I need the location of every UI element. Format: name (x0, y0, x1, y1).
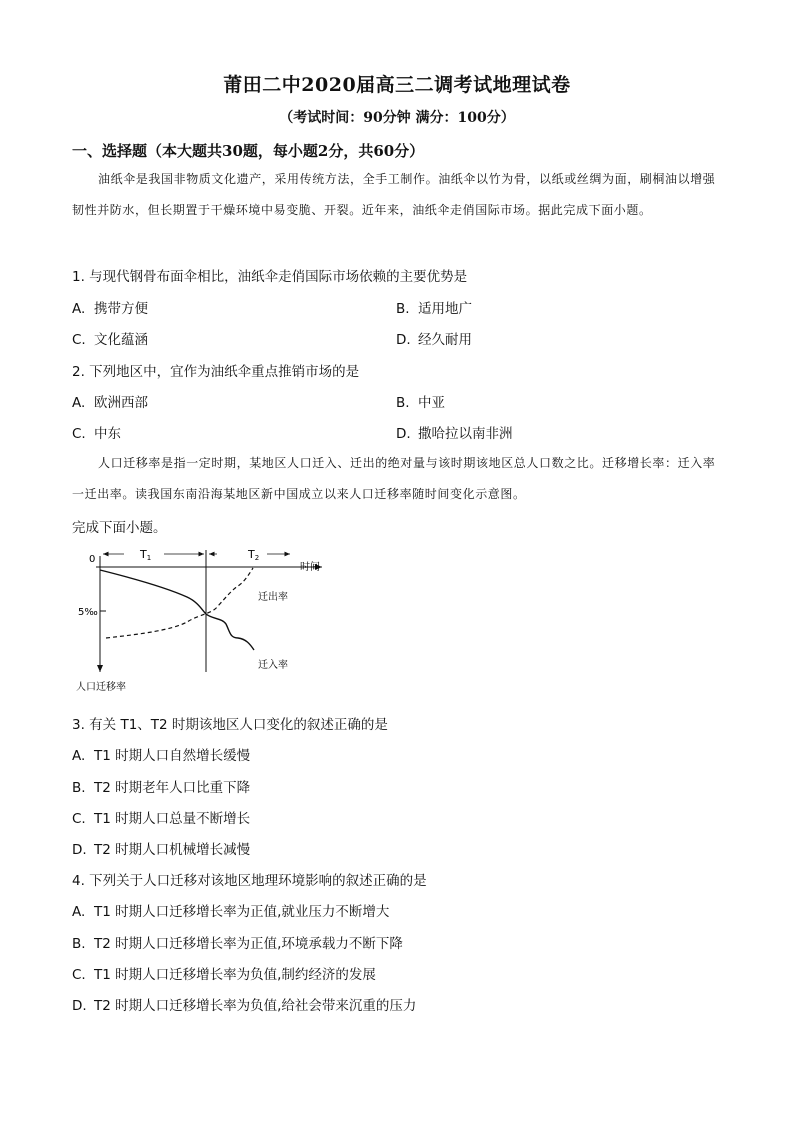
option-text: T1 时期人口迁移增长率为正值,就业压力不断增大 (94, 904, 390, 920)
option-text: 中亚 (418, 395, 445, 411)
question-2-stem: 2. 下列地区中，宜作为油纸伞重点推销市场的是 (72, 364, 360, 380)
time-axis-label: 时间 (300, 562, 320, 573)
passage-migration-rate: 人口迁移率是指一定时期，某地区人口迁入、迁出的绝对量与该时期该地区总人口数之比。迁移增长率：迁入率一迁出率。读我国东南沿海某地区新中国成立以来人口迁移率随时间变化示意图。 (72, 456, 716, 501)
q2-option-c (72, 422, 121, 442)
page-title: 莆田二中2020届高三二调考试地理试卷 (223, 74, 571, 96)
q1-option-d (396, 328, 472, 348)
q4-option-b (72, 932, 403, 952)
question-4-stem: 4. 下列关于人口迁移对该地区地理环境影响的叙述正确的是 (72, 873, 427, 889)
q3-option-c (72, 807, 250, 827)
q3-option-b (72, 776, 250, 796)
t1-letter: T (140, 548, 147, 561)
y-tick-label: 5‰ (78, 607, 98, 618)
option-letter: C. (72, 426, 86, 442)
option-letter: D. (396, 426, 411, 442)
option-letter: A. (72, 301, 86, 317)
option-text: T2 时期老年人口比重下降 (94, 780, 251, 796)
option-letter: C. (72, 811, 86, 827)
passage-instruction: 完成下面小题。 (72, 520, 167, 536)
option-letter: D. (72, 998, 87, 1014)
migration-rate-figure (72, 542, 332, 698)
q4-option-d (72, 994, 416, 1014)
emigration-curve (106, 568, 253, 638)
immigration-label: 迁入率 (258, 660, 288, 671)
option-text: T2 时期人口迁移增长率为负值,给社会带来沉重的压力 (94, 998, 417, 1014)
section-heading: 一、选择题（本大题共30题，每小题2分，共60分） (72, 142, 425, 160)
q4-option-a (72, 900, 389, 920)
q3-option-d (72, 838, 250, 858)
q1-option-b (396, 297, 472, 317)
q2-option-d (396, 422, 513, 442)
option-letter: A. (72, 904, 86, 920)
option-letter: D. (396, 332, 411, 348)
emigration-label: 迁出率 (258, 592, 288, 603)
option-text: 文化蕴涵 (94, 332, 148, 348)
option-letter: A. (72, 395, 86, 411)
option-text: T1 时期人口迁移增长率为负值,制约经济的发展 (94, 967, 376, 983)
t2-label (247, 548, 259, 562)
y-axis-label: 人口迁移率 (76, 682, 126, 693)
question-3-stem: 3. 有关 T1、T2 时期该地区人口变化的叙述正确的是 (72, 717, 388, 733)
t1-label (139, 548, 151, 562)
origin-label: 0 (89, 554, 96, 565)
option-text: 携带方便 (94, 301, 148, 317)
q2-option-a (72, 391, 148, 411)
option-letter: A. (72, 748, 86, 764)
q2-option-b (396, 391, 445, 411)
option-letter: B. (72, 780, 86, 796)
option-letter: B. (396, 395, 410, 411)
option-letter: B. (72, 936, 86, 952)
q1-option-a (72, 297, 148, 317)
option-letter: B. (396, 301, 410, 317)
option-text: T1 时期人口自然增长缓慢 (94, 748, 251, 764)
t1-subscript: 1 (146, 554, 152, 562)
passage-oil-paper-umbrella: 油纸伞是我国非物质文化遗产，采用传统方法，全手工制作。油纸伞以竹为骨，以纸或丝绸为面，刷桐油以增强韧性并防水，但长期置于干燥环境中易变脆、开裂。近年来，油纸伞走俏国际市场。据此完成下面小题。 (72, 172, 716, 217)
q3-option-a (72, 744, 250, 764)
question-1-stem: 1. 与现代钢骨布面伞相比，油纸伞走俏国际市场依赖的主要优势是 (72, 269, 468, 285)
option-text: 欧洲西部 (94, 395, 148, 411)
q1-option-c (72, 328, 148, 348)
q4-option-c (72, 963, 376, 983)
option-letter: D. (72, 842, 87, 858)
t2-letter: T (248, 548, 255, 561)
option-text: 适用地广 (418, 301, 472, 317)
option-letter: C. (72, 332, 86, 348)
option-text: T1 时期人口总量不断增长 (94, 811, 251, 827)
option-text: T2 时期人口迁移增长率为正值,环境承载力不断下降 (94, 936, 403, 952)
option-text: 撒哈拉以南非洲 (418, 426, 513, 442)
option-letter: C. (72, 967, 86, 983)
option-text: 中东 (94, 426, 121, 442)
option-text: 经久耐用 (418, 332, 472, 348)
exam-info: （考试时间：90分钟 满分：100分） (279, 110, 515, 126)
immigration-curve (100, 570, 254, 650)
option-text: T2 时期人口机械增长减慢 (94, 842, 251, 858)
t2-subscript: 2 (254, 554, 260, 562)
